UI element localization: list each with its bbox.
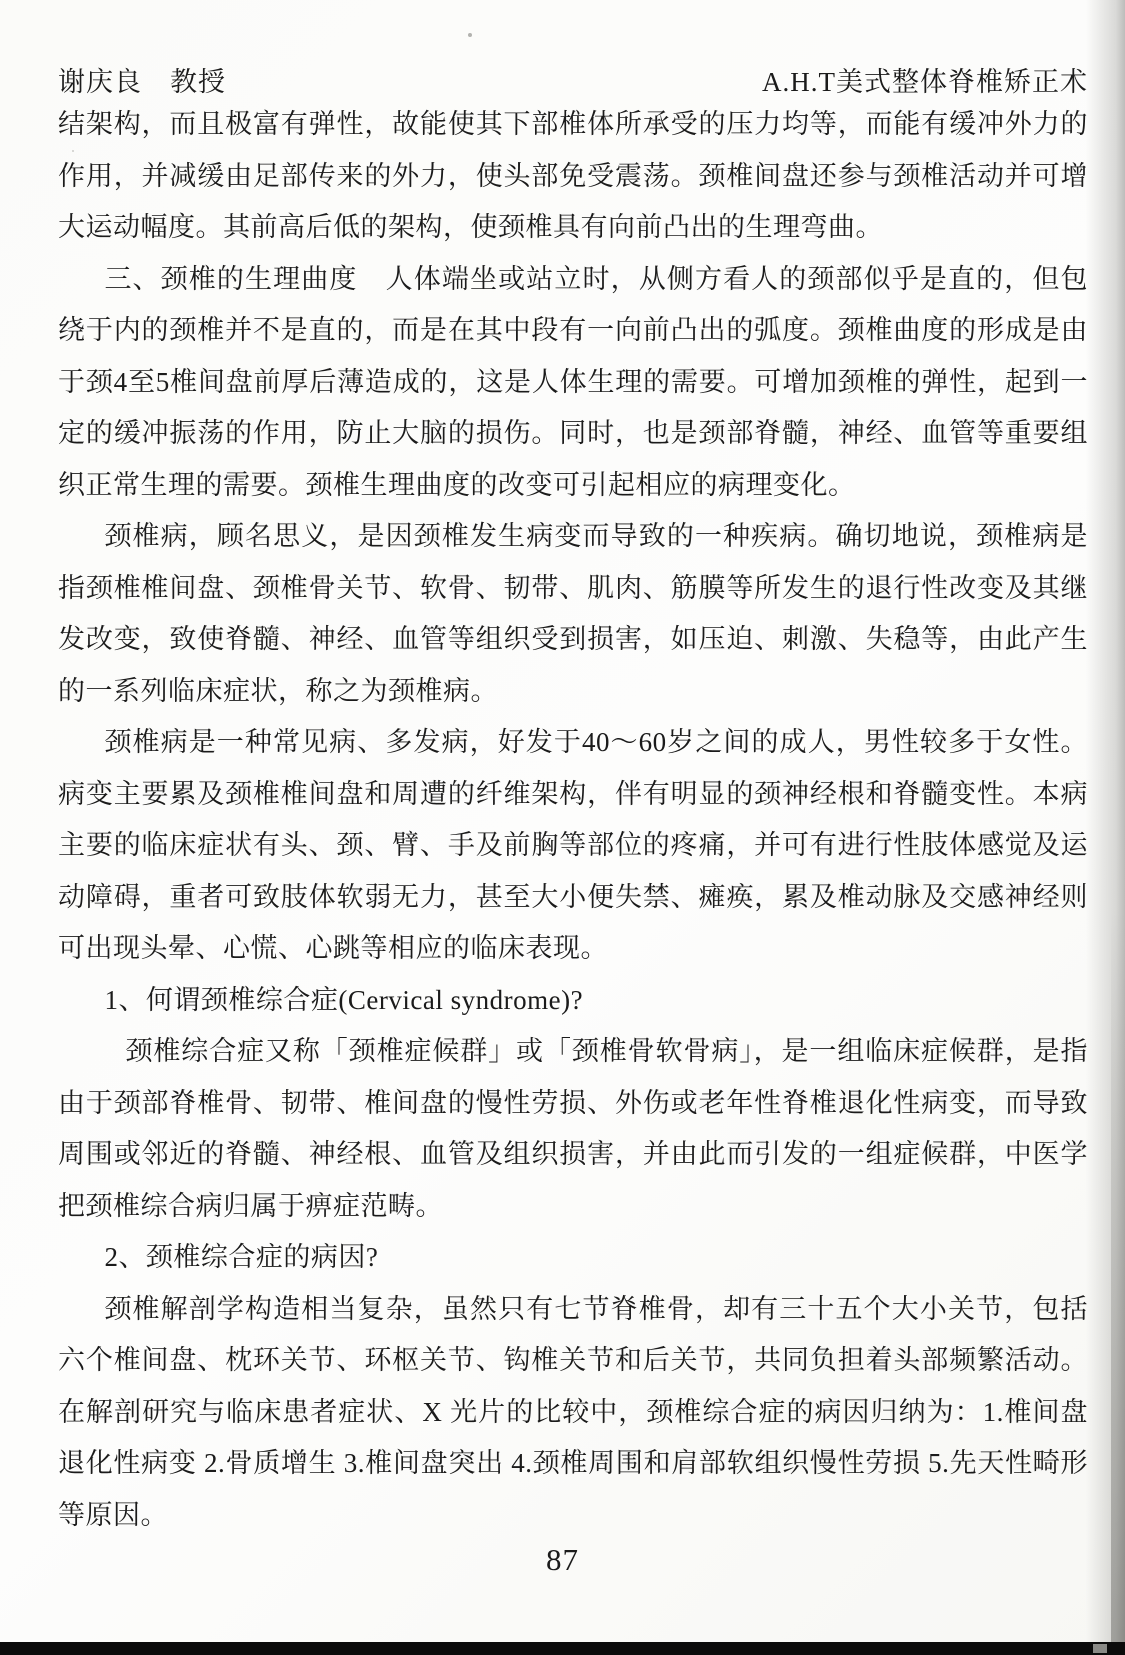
- paragraph: 三、颈椎的生理曲度 人体端坐或站立时，从侧方看人的颈部似乎是直的，但包绕于内的颈椎并不是直的，而是在其中段有一向前凸出的弧度。颈椎曲度的形成是由于颈4至5椎间盘前厚后薄造成的，这是人体生理的需要。可增加颈椎的弹性，起到一定的缓冲振荡的作用，防止大脑的损伤。同时，也是颈部脊髓，神经、血管等重要组织正常生理的需要。颈椎生理曲度的改变可引起相应的病理变化。: [58, 263, 1088, 500]
- paragraph: 颈椎病，顾名思义，是因颈椎发生病变而导致的一种疾病。确切地说，颈椎病是指颈椎椎间盘、颈椎骨关节、软骨、韧带、肌肉、筋膜等所发生的退行性改变及其继发改变，致使脊髓、神经、血管等组织受到损害，如压迫、刺激、失稳等，由此产生的一系列临床症状，称之为颈椎病。: [58, 521, 1088, 706]
- scan-band-notch: [1093, 1644, 1107, 1653]
- paragraph: 1、何谓颈椎综合症(Cervical syndrome)?: [104, 984, 584, 1015]
- scan-speckle: [468, 33, 472, 37]
- paragraph: 颈椎解剖学构造相当复杂，虽然只有七节脊椎骨，却有三十五个大小关节，包括六个椎间盘、枕环关节、环枢关节、钩椎关节和后关节，共同负担着头部频繁活动。在解剖研究与临床患者症状、X 光片的比较中，颈椎综合症的病因归纳为：1.椎间盘退化性病变 2.骨质增生 3.椎间盘突出 4.颈椎周围和肩部软组织慢性劳损 5.先天性畸形等原因。: [58, 1293, 1088, 1530]
- scan-edge-shadow: [1111, 910, 1125, 1655]
- header-author: 谢庆良 教授: [58, 67, 226, 97]
- header-book-title: A.H.T美式整体脊椎矫正术: [762, 67, 1088, 97]
- scan-bottom-band: [0, 1642, 1125, 1655]
- paragraph: 颈椎病是一种常见病、多发病，好发于40～60岁之间的成人，男性较多于女性。病变主要累及颈椎椎间盘和周遭的纤维架构，伴有明显的颈神经根和脊髓变性。本病主要的临床症状有头、颈、臂、手及前胸等部位的疼痛，并可有进行性肢体感觉及运动障碍，重者可致肢体软弱无力，甚至大小便失禁、瘫痪，累及椎动脉及交感神经则可出现头晕、心慌、心跳等相应的临床表现。: [58, 727, 1088, 963]
- paragraph: 结架构，而且极富有弹性，故能使其下部椎体所承受的压力均等，而能有缓冲外力的作用，并减缓由足部传来的外力，使头部免受震荡。颈椎间盘还参与颈椎活动并可增大运动幅度。其前高后低的架构，使颈椎具有向前凸出的生理弯曲。: [58, 109, 1088, 242]
- scan-speckle: [72, 150, 74, 152]
- page-header: [58, 60, 1088, 99]
- page-number: 87: [546, 1542, 579, 1577]
- document-body: [58, 99, 1088, 1541]
- paragraph: 颈椎综合症又称「颈椎症候群」或「颈椎骨软骨病」，是一组临床症候群，是指由于颈部脊椎骨、韧带、椎间盘的慢性劳损、外伤或老年性脊椎退化性病变，而导致周围或邻近的脊髓、神经根、血管及组织损害，并由此而引发的一组症候群，中医学把颈椎综合病归属于痹症范畴。: [58, 1036, 1088, 1221]
- paragraph: 2、颈椎综合症的病因?: [104, 1242, 379, 1272]
